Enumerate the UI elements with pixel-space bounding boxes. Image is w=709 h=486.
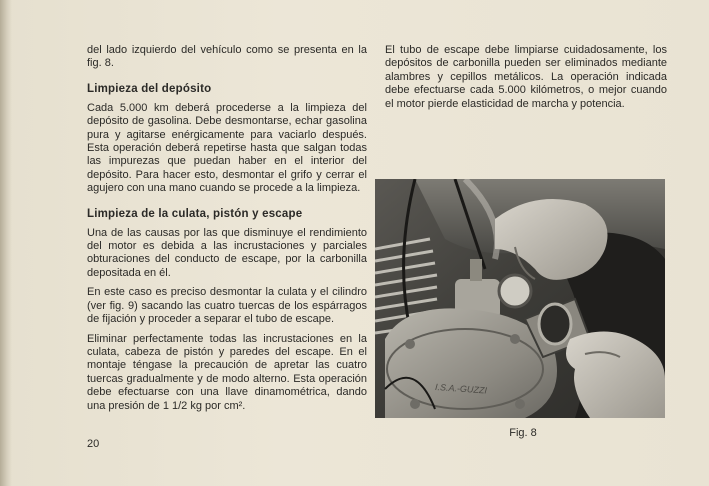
- heading-limpieza-culata: Limpieza de la culata, pistón y escape: [87, 207, 303, 220]
- intro-paragraph: del lado izquierdo del vehículo como se presenta en la fig. 8.: [87, 44, 367, 70]
- figure-caption: Fig. 8: [509, 427, 537, 439]
- page-binding-shadow: [0, 0, 12, 486]
- left-column: [87, 44, 367, 413]
- escape-paragraph: El tubo de escape debe limpiarse cuidadosamente, los depósitos de carbonilla pueden ser eliminados mediante alambres y cepillos metálicos. La operación indicada debe efectuarse cada 5.000 kilómetros, o mejor cuando el motor pierde elasticidad de marcha y potencia.: [385, 44, 667, 110]
- engine-photo: [375, 179, 665, 418]
- culata-paragraph-3: Eliminar perfectamente todas las incrustaciones en la culata, cabeza de pistón y paredes del escape. En el montaje téngase la precaución de apretar las cuatro tuercas gradualmente y de modo alterno. Esta operación debe efectuarse con una llave dinamométrica, dando una presión de 1 1/2 kg por cm².: [87, 332, 367, 412]
- page-number: 20: [87, 438, 100, 450]
- right-column: [385, 44, 667, 111]
- culata-paragraph-2: En este caso es preciso desmontar la culata y el cilindro (ver fig. 9) sacando las cuatro tuercas de los espárragos de fijación y proceder a separar el tubo de escape.: [87, 286, 367, 326]
- cover-engraving: I.S.A.-GUZZI: [434, 381, 488, 396]
- culata-paragraph-1: Una de las causas por las que disminuye el rendimiento del motor es debida a las incrustaciones y parciales obturaciones del conducto de escape, por la carbonilla depositada en él.: [87, 226, 367, 279]
- heading-limpieza-deposito: Limpieza del depósito: [87, 82, 212, 95]
- deposito-paragraph: Cada 5.000 km deberá procederse a la limpieza del depósito de gasolina. Debe desmontarse, echar gasolina pura y agitarse enérgicamente para vaciarlo después. Esta operación deberá repetirse hasta que salgan todas las impurezas que puedan haber en el interior del depósito. Para hacer esto, desmontar el grifo y cerrar el agujero con una mano cuando se procede a la limpieza.: [87, 101, 367, 195]
